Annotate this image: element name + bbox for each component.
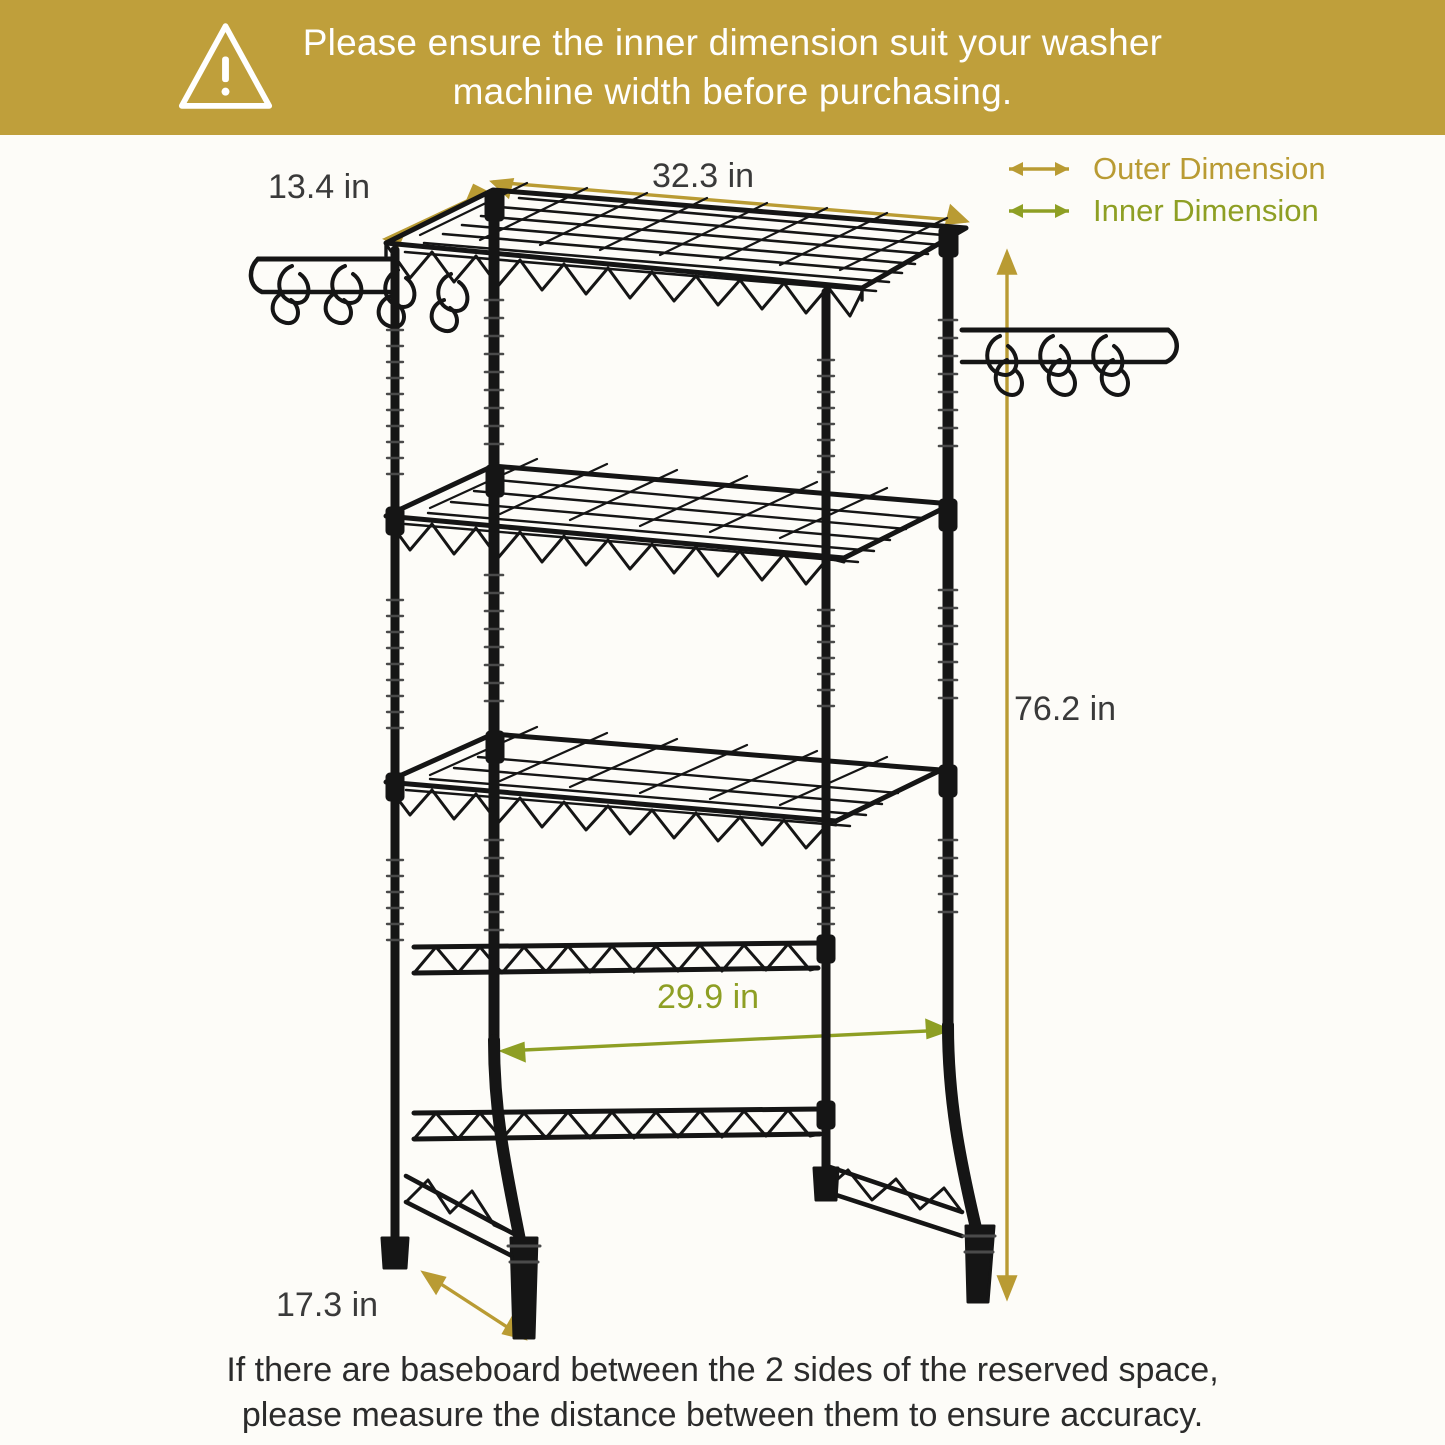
shelf-2 — [386, 459, 952, 584]
footnote — [0, 1348, 1445, 1438]
dimension-label-inner-width: 29.9 in — [657, 978, 760, 1016]
hook-bar-left — [251, 259, 467, 331]
foot-front-left — [511, 1238, 537, 1338]
shelf-5 — [414, 1109, 820, 1139]
dimension-label-foot-depth: 17.3 in — [276, 1286, 379, 1324]
dimension-arrow-foot-depth — [424, 1273, 524, 1338]
dimension-arrow-inner-width — [503, 1021, 948, 1060]
legend-label-outer: Outer Dimension — [1093, 151, 1326, 186]
foot-middle — [814, 1168, 838, 1200]
base-brace-left — [406, 1176, 516, 1258]
shelf-3 — [386, 727, 941, 848]
foot-back-left — [382, 1238, 408, 1268]
dimension-label-depth: 13.4 in — [268, 168, 371, 206]
dimension-label-height: 76.2 in — [1014, 690, 1117, 728]
dimension-label-width: 32.3 in — [652, 157, 755, 195]
footnote-line-2: please measure the distance between them to ensure accuracy. — [241, 1396, 1204, 1435]
base-brace-right — [824, 1165, 962, 1236]
footnote-line-1: If there are baseboard between the 2 sides of the reserved space, — [226, 1351, 1219, 1389]
shelf-top — [386, 183, 966, 316]
hook-bar-right — [962, 330, 1177, 395]
warning-banner-text: Please ensure the inner dimension suit your washer machine width before purchasing. — [302, 22, 1163, 112]
legend-label-inner: Inner Dimension — [1093, 193, 1319, 228]
shelf-4 — [414, 943, 818, 973]
dimension-arrow-height — [999, 253, 1015, 1297]
